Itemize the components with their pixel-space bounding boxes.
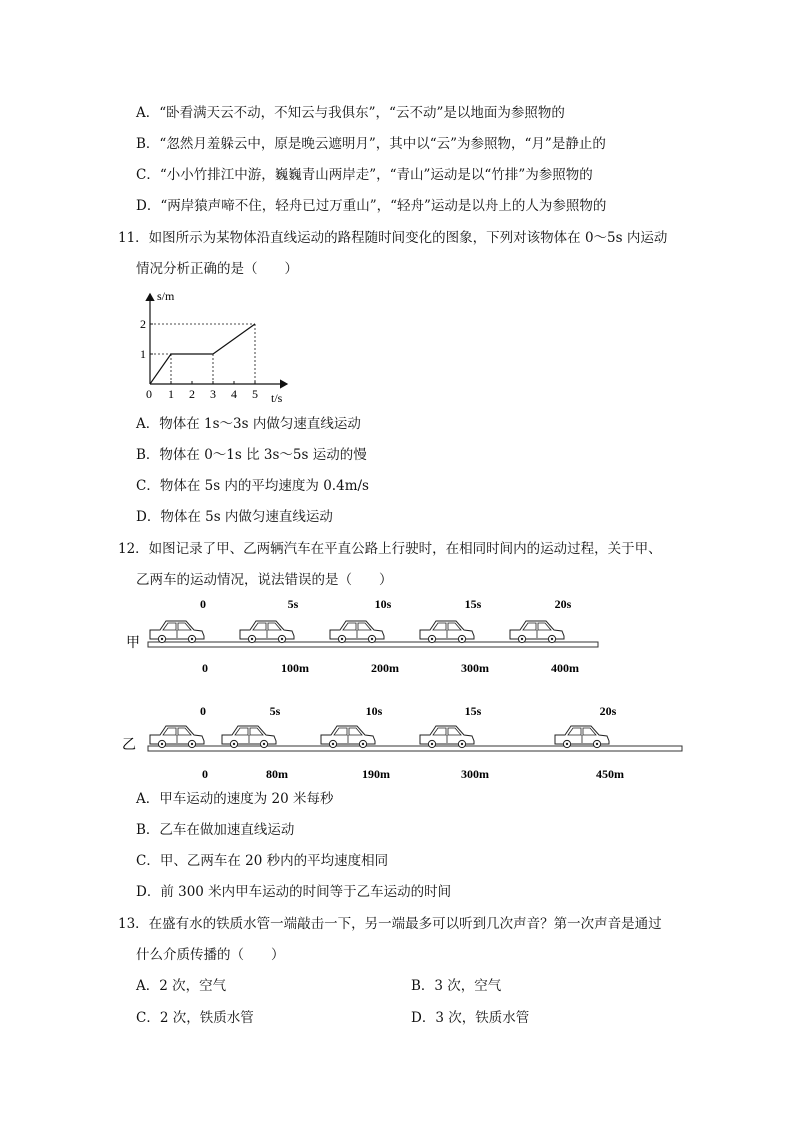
yi-time-label: 0 — [200, 704, 206, 718]
yi-time-label: 10s — [365, 704, 383, 718]
series-line — [150, 324, 255, 384]
jia-time-label: 10s — [374, 597, 392, 611]
q13-option-b: B．3 次，空气 — [411, 978, 502, 994]
q11-option-c: C．物体在 5s 内的平均速度为 0.4m/s — [136, 478, 369, 494]
q13-option-a: A．2 次，空气 — [136, 978, 227, 994]
q13-stem-line2: 什么介质传播的（ ） — [136, 947, 285, 963]
y-axis-label: s/m — [157, 289, 175, 303]
q12-option-a: A．甲车运动的速度为 20 米每秒 — [136, 791, 334, 807]
yi-distance-label: 190m — [362, 767, 390, 781]
yi-distance-label: 300m — [461, 767, 489, 781]
q13-stem-line1: 13．在盛有水的铁质水管一端敲击一下，另一端最多可以听到几次声音？第一次声音是通过 — [118, 916, 662, 932]
st-graph — [135, 286, 295, 406]
yi-time-label: 15s — [464, 704, 482, 718]
jia-time-label: 15s — [464, 597, 482, 611]
q10-option-d: D．“两岸猿声啼不住，轻舟已过万重山”，“轻舟”运动是以舟上的人为参照物的 — [136, 198, 607, 214]
x-tick-label: 0 — [146, 387, 152, 401]
q12-option-d: D．前 300 米内甲车运动的时间等于乙车运动的时间 — [136, 884, 452, 900]
jia-distance-label: 0 — [202, 661, 208, 675]
y-tick-label: 1 — [140, 347, 146, 361]
q12-option-b: B．乙车在做加速直线运动 — [136, 822, 295, 838]
x-axis-label: t/s — [271, 391, 283, 405]
car-jia-label: 甲 — [126, 636, 140, 651]
q12-option-c: C．甲、乙两车在 20 秒内的平均速度相同 — [136, 853, 389, 869]
q11-option-d: D．物体在 5s 内做匀速直线运动 — [136, 509, 333, 525]
car-yi-label: 乙 — [122, 738, 136, 753]
jia-distance-label: 100m — [281, 661, 309, 675]
jia-car — [420, 621, 474, 643]
yi-distance-label: 450m — [596, 767, 624, 781]
yi-car — [321, 726, 375, 748]
q11-option-a: A．物体在 1s～3s 内做匀速直线运动 — [136, 416, 361, 432]
jia-distance-label: 300m — [461, 661, 489, 675]
jia-time-label: 20s — [554, 597, 572, 611]
yi-car — [555, 726, 609, 748]
jia-distance-label: 400m — [551, 661, 579, 675]
q11-stem-line2: 情况分析正确的是（ ） — [136, 261, 298, 277]
q10-option-b: B．“忽然月羞躲云中，原是晚云遮明月”，其中以“云”为参照物，“月”是静止的 — [136, 136, 606, 152]
y-tick-label: 2 — [140, 317, 146, 331]
q10-option-c: C．“小小竹排江中游，巍巍青山两岸走”，“青山”运动是以“竹排”为参照物的 — [136, 167, 593, 183]
jia-distance-label: 200m — [371, 661, 399, 675]
yi-distance-label: 0 — [202, 767, 208, 781]
road-yi — [148, 746, 682, 751]
yi-distance-label: 80m — [266, 767, 288, 781]
x-tick-label: 2 — [189, 387, 195, 401]
yi-car — [222, 726, 276, 748]
yi-car — [420, 726, 474, 748]
q11-option-b: B．物体在 0～1s 比 3s～5s 运动的慢 — [136, 447, 367, 463]
x-tick-label: 5 — [252, 387, 258, 401]
q13-option-c: C．2 次，铁质水管 — [136, 1010, 254, 1026]
jia-car — [330, 621, 384, 643]
x-tick-label: 1 — [168, 387, 174, 401]
x-tick-label: 4 — [231, 387, 237, 401]
yi-time-label: 20s — [599, 704, 617, 718]
jia-car — [150, 621, 204, 643]
q12-stem-line1: 12．如图记录了甲、乙两辆汽车在平直公路上行驶时，在相同时间内的运动过程，关于甲、 — [118, 541, 662, 557]
q12-stem-line2: 乙两车的运动情况，说法错误的是（ ） — [136, 572, 393, 588]
yi-time-label: 5s — [269, 704, 281, 718]
q10-option-a: A．“卧看满天云不动，不知云与我俱东”，“云不动”是以地面为参照物的 — [136, 105, 565, 121]
cars-diagram — [120, 592, 690, 784]
yi-car — [150, 726, 204, 748]
jia-time-label: 5s — [287, 597, 299, 611]
jia-time-label: 0 — [200, 597, 206, 611]
q11-stem-line1: 11．如图所示为某物体沿直线运动的路程随时间变化的图象，下列对该物体在 0～5s 内运动 — [118, 230, 668, 246]
x-tick-label: 3 — [210, 387, 216, 401]
jia-car — [240, 621, 294, 643]
q13-option-d: D．3 次，铁质水管 — [411, 1010, 530, 1026]
jia-car — [510, 621, 564, 643]
